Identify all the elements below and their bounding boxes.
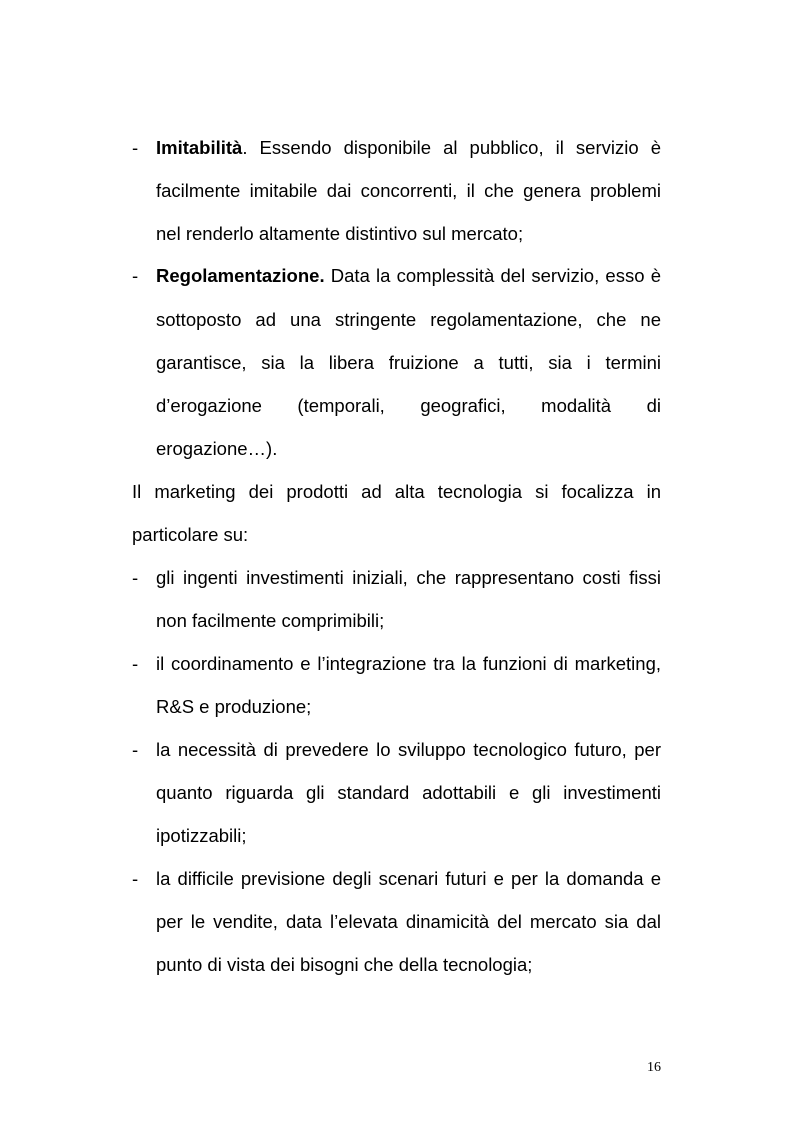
bullet-dash: - xyxy=(132,137,139,158)
list-item-sviluppo-line-3: ipotizzabili; xyxy=(156,825,247,846)
list-item-regolamentazione-line-5: erogazione…). xyxy=(156,438,278,459)
term-regolamentazione: Regolamentazione. xyxy=(156,265,325,286)
list-item-imitabilita-line-3: nel renderlo altamente distintivo sul mercato; xyxy=(156,223,524,244)
list-item-imitabilita-line-2: facilmente imitabile dai concorrenti, il che genera problemi xyxy=(156,180,661,201)
list-item-investimenti-line-2: non facilmente comprimibili; xyxy=(156,610,385,631)
paragraph-marketing-line-1: Il marketing dei prodotti ad alta tecnologia si focalizza in xyxy=(132,481,661,502)
list-item-coordinamento-line-2: R&S e produzione; xyxy=(156,696,312,717)
term-imitabilita: Imitabilità xyxy=(156,137,243,158)
text-span: Data la complessità del servizio, esso è xyxy=(324,265,661,286)
paragraph-marketing-line-2: particolare su: xyxy=(132,524,249,545)
text-span: . Essendo disponibile al pubblico, il servizio è xyxy=(242,137,661,158)
bullet-dash: - xyxy=(132,265,139,286)
list-item-investimenti-line-1: gli ingenti investimenti iniziali, che rappresentano costi fissi xyxy=(156,567,661,588)
list-item-previsione-line-3: punto di vista dei bisogni che della tecnologia; xyxy=(156,954,533,975)
list-item-imitabilita-line-1 xyxy=(156,137,661,159)
list-item-sviluppo-line-2: quanto riguarda gli standard adottabili e gli investimenti xyxy=(156,782,661,803)
list-item-regolamentazione-line-2: sottoposto ad una stringente regolamentazione, che ne xyxy=(156,309,661,330)
list-item-previsione-line-1: la difficile previsione degli scenari futuri e per la domanda e xyxy=(156,868,661,889)
bullet-dash: - xyxy=(132,567,139,588)
bullet-dash: - xyxy=(132,739,139,760)
bullet-dash: - xyxy=(132,868,139,889)
list-item-regolamentazione-line-3: garantisce, sia la libera fruizione a tutti, sia i termini xyxy=(156,352,661,373)
bullet-dash: - xyxy=(132,653,139,674)
page-number: 16 xyxy=(647,1060,661,1075)
list-item-previsione-line-2: per le vendite, data l’elevata dinamicità del mercato sia dal xyxy=(156,911,661,932)
list-item-regolamentazione-line-1 xyxy=(156,265,661,287)
list-item-regolamentazione-line-4: d’erogazione (temporali, geografici, modalità di xyxy=(156,395,661,416)
list-item-sviluppo-line-1: la necessità di prevedere lo sviluppo tecnologico futuro, per xyxy=(156,739,661,760)
list-item-coordinamento-line-1: il coordinamento e l’integrazione tra la funzioni di marketing, xyxy=(156,653,661,674)
